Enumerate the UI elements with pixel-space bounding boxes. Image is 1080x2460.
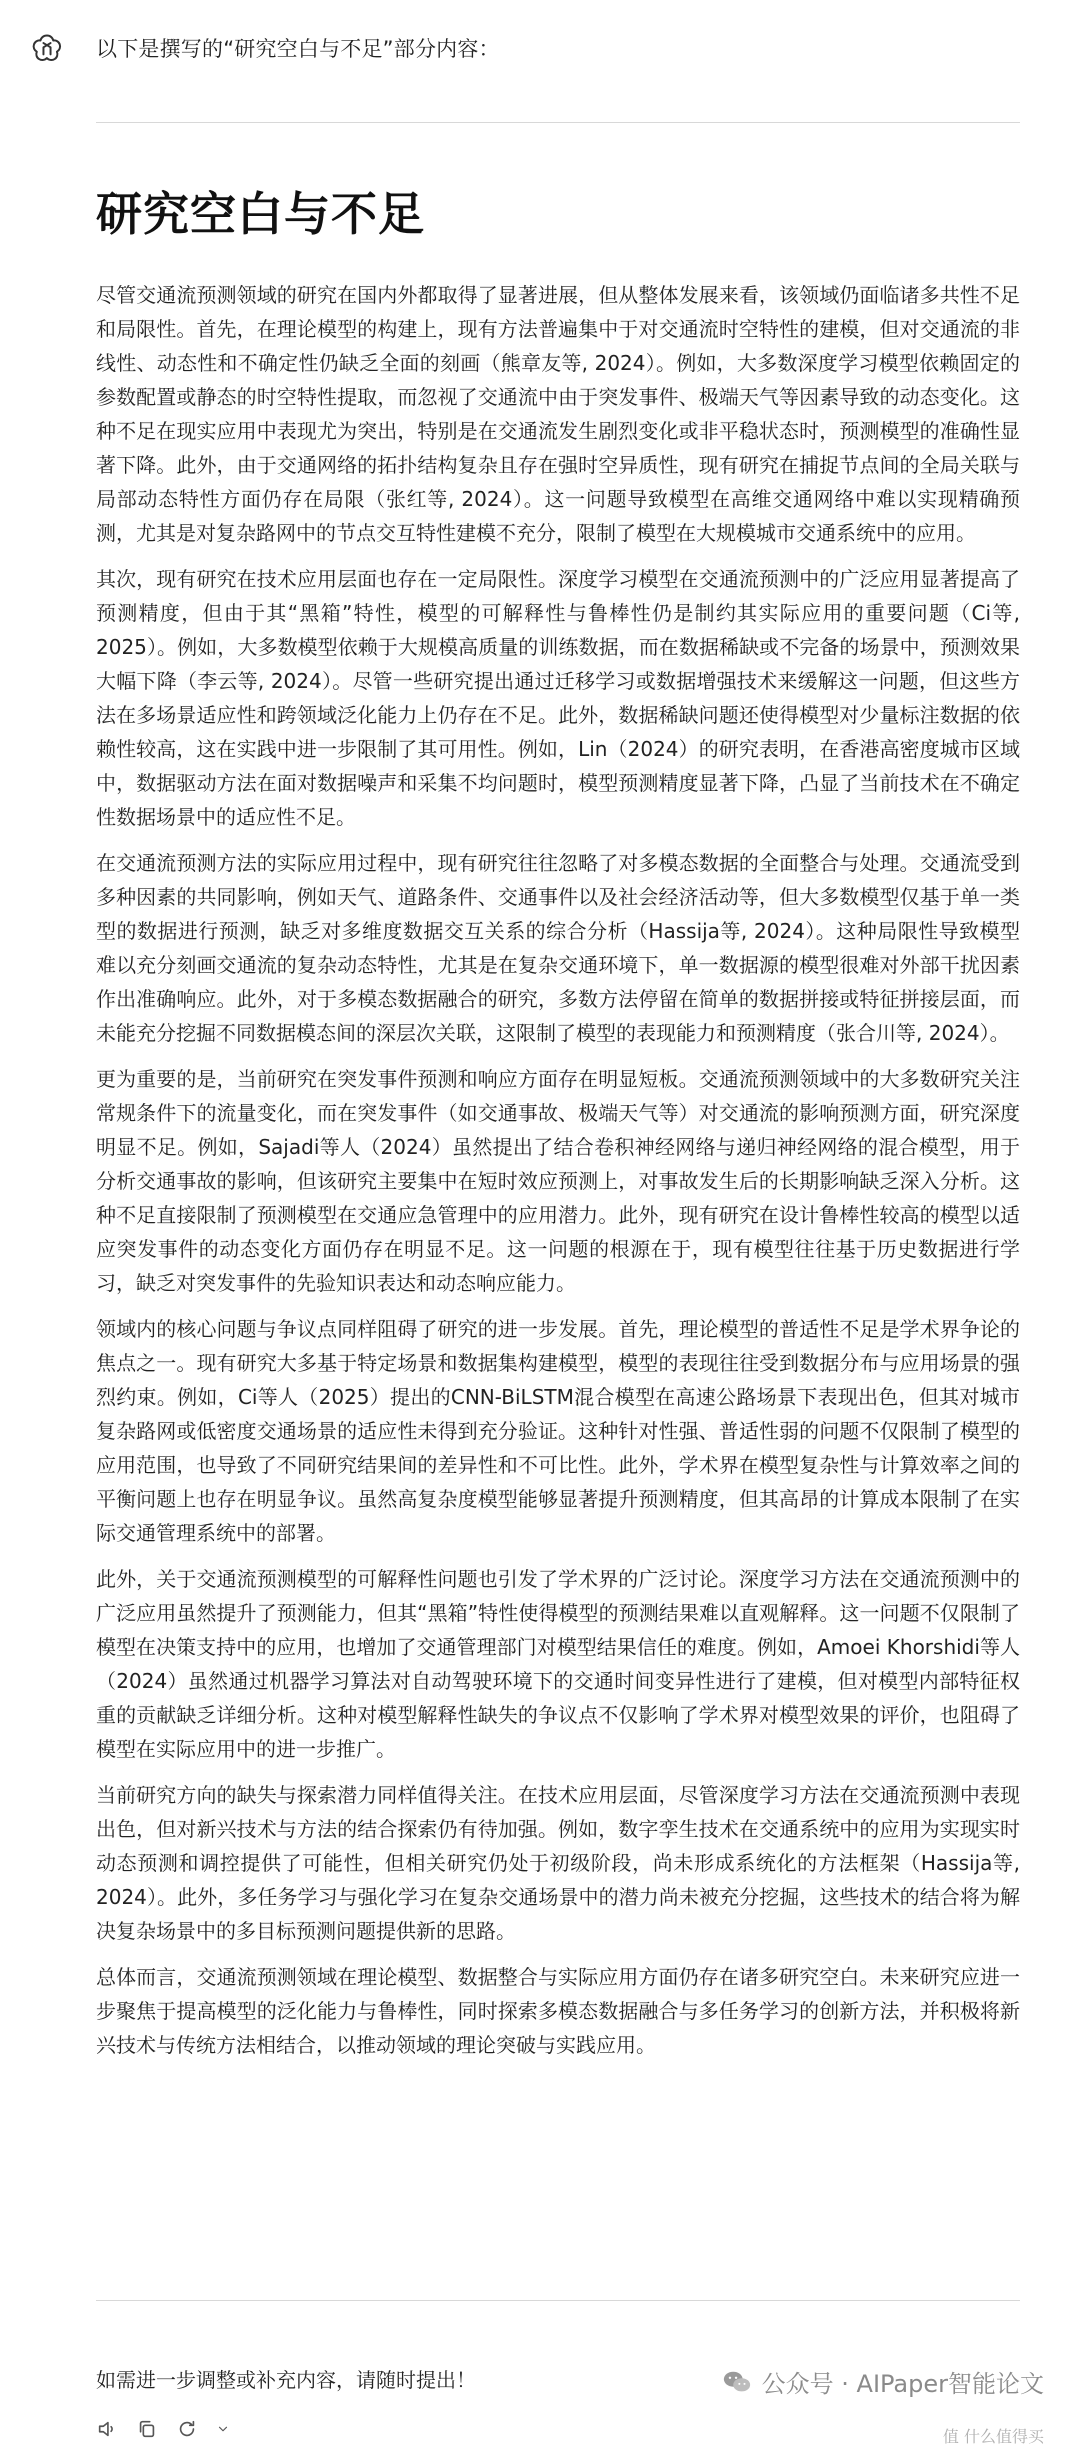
paragraph: 总体而言，交通流预测领域在理论模型、数据整合与实际应用方面仍存在诸多研究空白。未来研究应进一步聚焦于提高模型的泛化能力与鲁棒性，同时探索多模态数据融合与多任务学习的创新方法，并积极将新兴技术与传统方法相结合，以推动领域的理论突破与实践应用。 xyxy=(96,1965,1020,2057)
copy-icon[interactable] xyxy=(136,2418,158,2440)
chevron-down-icon[interactable] xyxy=(216,2418,230,2440)
top-divider xyxy=(96,122,1020,123)
closing-text: 如需进一步调整或补充内容，请随时提出！ xyxy=(96,2368,476,2392)
watermark-sub: 值 什么值得买 xyxy=(942,2427,1044,2446)
section-title: 研究空白与不足 xyxy=(96,187,425,241)
paragraph: 更为重要的是，当前研究在突发事件预测和响应方面存在明显短板。交通流预测领域中的大多数研究关注常规条件下的流量变化，而在突发事件（如交通事故、极端天气等）对交通流的影响预测方面，研究深度明显不足。例如，Sajadi等人（2024）虽然提出了结合卷积神经网络与递归神经网络的混合模型，用于分析交通事故的影响，但该研究主要集中在短时效应预测上，对事故发生后的长期影响缺乏深入分析。这种不足直接限制了预测模型在交通应急管理中的应用潜力。此外，现有研究在设计鲁棒性较高的模型以适应突发事件的动态变化方面仍存在明显不足。这一问题的根源在于，现有模型往往基于历史数据进行学习，缺乏对突发事件的先验知识表达和动态响应能力。 xyxy=(96,1067,1020,1295)
bottom-divider xyxy=(96,2300,1020,2301)
paragraph: 其次，现有研究在技术应用层面也存在一定局限性。深度学习模型在交通流预测中的广泛应用显著提高了预测精度，但由于其“黑箱”特性，模型的可解释性与鲁棒性仍是制约其实际应用的重要问题（Ci等, 2025）。例如，大多数模型依赖于大规模高质量的训练数据，而在数据稀缺或不完备的场景中，预测效果大幅下降（李云等, 2024）。尽管一些研究提出通过迁移学习或数据增强技术来缓解这一问题，但这些方法在多场景适应性和跨领域泛化能力上仍存在不足。此外，数据稀缺问题还使得模型对少量标注数据的依赖性较高，这在实践中进一步限制了其可用性。例如，Lin（2024）的研究表明，在香港高密度城市区域中，数据驱动方法在面对数据噪声和采集不均问题时，模型预测精度显著下降，凸显了当前技术在不确定性数据场景中的适应性不足。 xyxy=(96,567,1020,829)
paragraph: 领域内的核心问题与争议点同样阻碍了研究的进一步发展。首先，理论模型的普适性不足是学术界争论的焦点之一。现有研究大多基于特定场景和数据集构建模型，模型的表现往往受到数据分布与应用场景的强烈约束。例如，Ci等人（2025）提出的CNN-BiLSTM混合模型在高速公路场景下表现出色，但其对城市复杂路网或低密度交通场景的适应性未得到充分验证。这种针对性强、普适性弱的问题不仅限制了模型的应用范围，也导致了不同研究结果间的差异性和不可比性。此外，学术界在模型复杂性与计算效率之间的平衡问题上也存在明显争议。虽然高复杂度模型能够显著提升预测精度，但其高昂的计算成本限制了在实际交通管理系统中的部署。 xyxy=(96,1317,1020,1545)
watermark-text: 公众号 · AIPaper智能论文 xyxy=(761,2370,1044,2398)
openai-logo-icon xyxy=(30,31,64,65)
paragraph: 当前研究方向的缺失与探索潜力同样值得关注。在技术应用层面，尽管深度学习方法在交通流预测中表现出色，但对新兴技术与方法的结合探索仍有待加强。例如，数字孪生技术在交通系统中的应用为实现实时动态预测和调控提供了可能性，但相关研究仍处于初级阶段，尚未形成系统化的方法框架（Hassija等, 2024）。此外，多任务学习与强化学习在复杂交通场景中的潜力尚未被充分挖掘，这些技术的结合将为解决复杂场景中的多目标预测问题提供新的思路。 xyxy=(96,1783,1020,1943)
watermark xyxy=(722,2364,1044,2399)
article-body xyxy=(96,278,1020,2074)
intro-text: 以下是撰写的“研究空白与不足”部分内容： xyxy=(96,37,500,61)
paragraph: 此外，关于交通流预测模型的可解释性问题也引发了学术界的广泛讨论。深度学习方法在交通流预测中的广泛应用虽然提升了预测能力，但其“黑箱”特性使得模型的预测结果难以直观解释。这一问题不仅限制了模型在决策支持中的应用，也增加了交通管理部门对模型结果信任的难度。例如，Amoei Khorshidi等人（2024）虽然通过机器学习算法对自动驾驶环境下的交通时间变异性进行了建模，但对模型内部特征权重的贡献缺乏详细分析。这种对模型解释性缺失的争议点不仅影响了学术界对模型效果的评价，也阻碍了模型在实际应用中的进一步推广。 xyxy=(96,1567,1020,1761)
assistant-header xyxy=(30,28,1050,68)
speaker-icon[interactable] xyxy=(96,2418,118,2440)
paragraph: 在交通流预测方法的实际应用过程中，现有研究往往忽略了对多模态数据的全面整合与处理。交通流受到多种因素的共同影响，例如天气、道路条件、交通事件以及社会经济活动等，但大多数模型仅基于单一类型的数据进行预测，缺乏对多维度数据交互关系的综合分析（Hassija等, 2024）。这种局限性导致模型难以充分刻画交通流的复杂动态特性，尤其是在复杂交通环境下，单一数据源的模型很难对外部干扰因素作出准确响应。此外，对于多模态数据融合的研究，多数方法停留在简单的数据拼接或特征拼接层面，而未能充分挖掘不同数据模态间的深层次关联，这限制了模型的表现能力和预测精度（张合川等, 2024）。 xyxy=(96,851,1020,1045)
refresh-icon[interactable] xyxy=(176,2418,198,2440)
wechat-icon xyxy=(722,2367,752,2397)
message-toolbar xyxy=(96,2418,230,2440)
paragraph: 尽管交通流预测领域的研究在国内外都取得了显著进展，但从整体发展来看，该领域仍面临诸多共性不足和局限性。首先，在理论模型的构建上，现有方法普遍集中于对交通流时空特性的建模，但对交通流的非线性、动态性和不确定性仍缺乏全面的刻画（熊章友等, 2024）。例如，大多数深度学习模型依赖固定的参数配置或静态的时空特性提取，而忽视了交通流中由于突发事件、极端天气等因素导致的动态变化。这种不足在现实应用中表现尤为突出，特别是在交通流发生剧烈变化或非平稳状态时，预测模型的准确性显著下降。此外，由于交通网络的拓扑结构复杂且存在强时空异质性，现有研究在捕捉节点间的全局关联与局部动态特性方面仍存在局限（张红等, 2024）。这一问题导致模型在高维交通网络中难以实现精确预测，尤其是对复杂路网中的节点交互特性建模不充分，限制了模型在大规模城市交通系统中的应用。 xyxy=(96,283,1020,545)
